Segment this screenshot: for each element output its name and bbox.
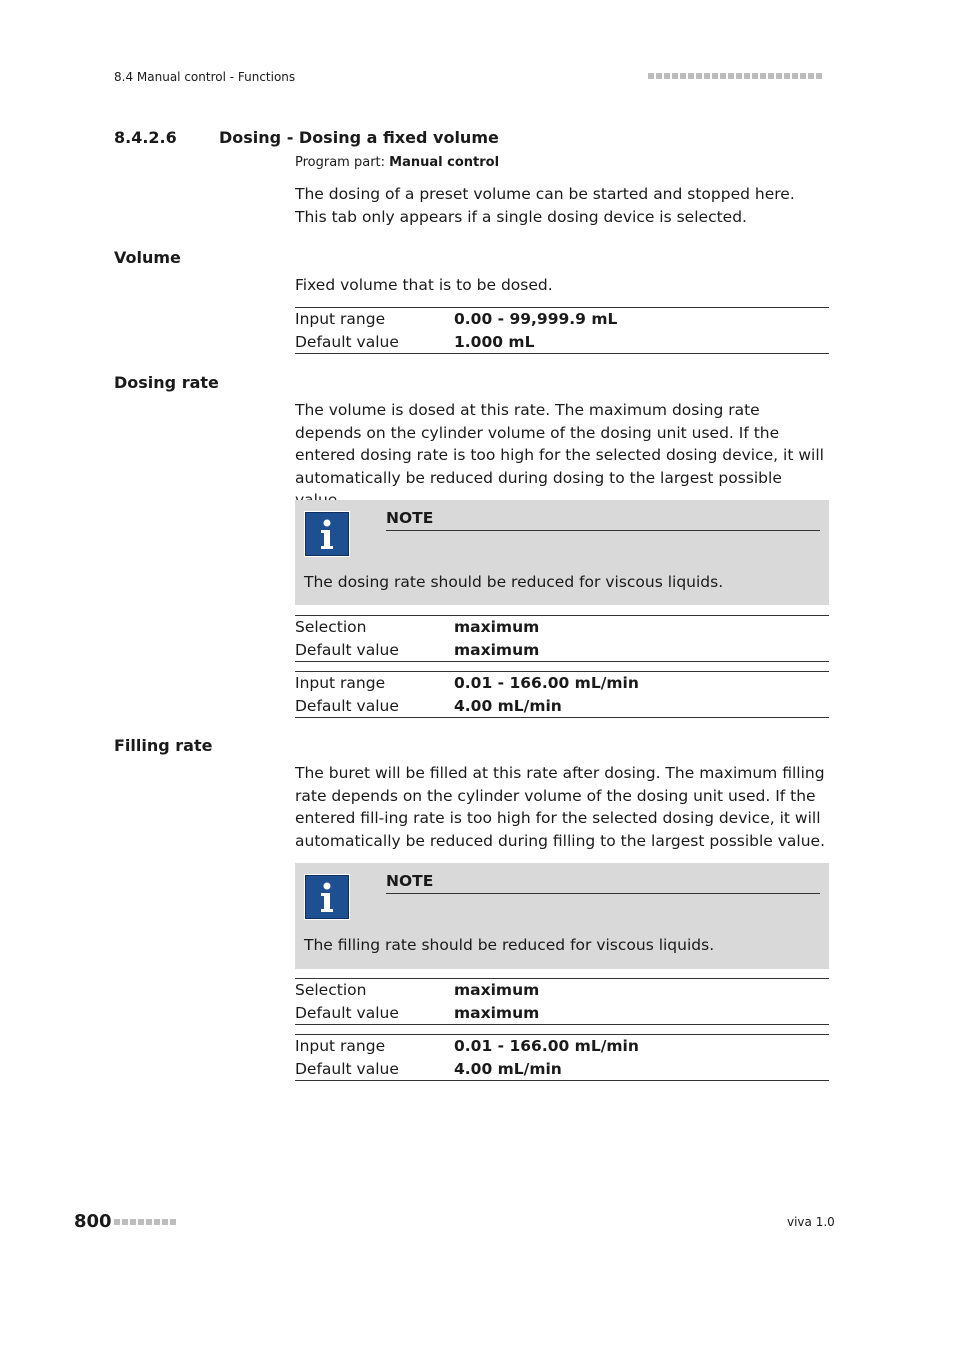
table-value: maximum <box>454 981 540 1000</box>
table-value: maximum <box>454 1003 540 1022</box>
table-key: Selection <box>295 618 367 637</box>
table-value: 1.000 mL <box>454 332 535 351</box>
note-text: The dosing rate should be reduced for viscous liquids. <box>304 573 724 591</box>
volume-heading: Volume <box>114 248 181 267</box>
program-part-label: Program part: <box>295 155 386 170</box>
filling-rate-range-table <box>295 1034 829 1081</box>
filling-rate-heading: Filling rate <box>114 736 213 755</box>
table-value: maximum <box>454 618 540 637</box>
table-row <box>295 331 829 354</box>
dosing-rate-description: The volume is dosed at this rate. The maximum dosing rate depends on the cylinder volume of the dosing unit used. If the entered dosing rate is too high for the selected dosing device, it will automatically be reduced during dosing to the largest possible <box>295 401 824 487</box>
section-number: 8.4.2.6 <box>114 128 177 147</box>
section-title: Dosing - Dosing a fixed volume <box>219 128 499 147</box>
table-value: maximum <box>454 640 540 659</box>
table-key: Input range <box>295 674 386 693</box>
volume-description: Fixed volume that is to be dosed. <box>295 276 553 294</box>
table-key: Default value <box>295 640 399 659</box>
table-row <box>295 979 829 1002</box>
dosing-rate-selection-table <box>295 615 829 662</box>
note-text: The filling rate should be reduced for viscous liquids. <box>304 936 715 954</box>
table-row <box>295 695 829 718</box>
table-value: 4.00 mL/min <box>454 1059 562 1078</box>
dosing-rate-range-table <box>295 671 829 718</box>
dosing-rate-note <box>295 500 829 605</box>
table-row <box>295 616 829 639</box>
table-key: Default value <box>295 1003 399 1022</box>
program-part <box>295 155 499 170</box>
table-key: Default value <box>295 332 399 351</box>
table-key: Default value <box>295 696 399 715</box>
header-decoration <box>648 73 822 79</box>
table-row <box>295 308 829 331</box>
table-row <box>295 672 829 695</box>
table-row <box>295 1058 829 1081</box>
table-value: 0.01 - 166.00 mL/min <box>454 674 639 693</box>
table-key: Input range <box>295 1037 386 1056</box>
table-row <box>295 639 829 662</box>
table-value: 4.00 mL/min <box>454 696 562 715</box>
table-key: Input range <box>295 310 386 329</box>
table-row <box>295 1002 829 1025</box>
info-icon <box>304 874 350 920</box>
dosing-rate-heading: Dosing rate <box>114 373 219 392</box>
note-title: NOTE <box>386 872 820 894</box>
page-number: 800 <box>74 1211 112 1232</box>
table-row <box>295 1035 829 1058</box>
footer-decoration <box>114 1219 176 1225</box>
program-part-value: Manual control <box>389 155 500 170</box>
filling-rate-selection-table <box>295 978 829 1025</box>
filling-rate-note <box>295 863 829 969</box>
filling-rate-description: The buret will be filled at this rate after dosing. The maximum filling rate depends on the cylinder volume of the dosing unit used. If the entered fill-ing rate is too high for the selected dosing device, it will automatically be reduced during filling to the largest possible value. <box>295 764 826 850</box>
volume-table <box>295 307 829 354</box>
note-title: NOTE <box>386 509 820 531</box>
product-name: viva 1.0 <box>787 1215 835 1229</box>
table-key: Selection <box>295 981 367 1000</box>
table-value: 0.00 - 99,999.9 mL <box>454 310 618 329</box>
table-value: 0.01 - 166.00 mL/min <box>454 1037 639 1056</box>
section-intro: The dosing of a preset volume can be started and stopped here. This tab only appears if a single dosing device is selected. <box>295 185 795 226</box>
table-key: Default value <box>295 1059 399 1078</box>
info-icon <box>304 511 350 557</box>
running-header: 8.4 Manual control - Functions <box>114 70 296 84</box>
